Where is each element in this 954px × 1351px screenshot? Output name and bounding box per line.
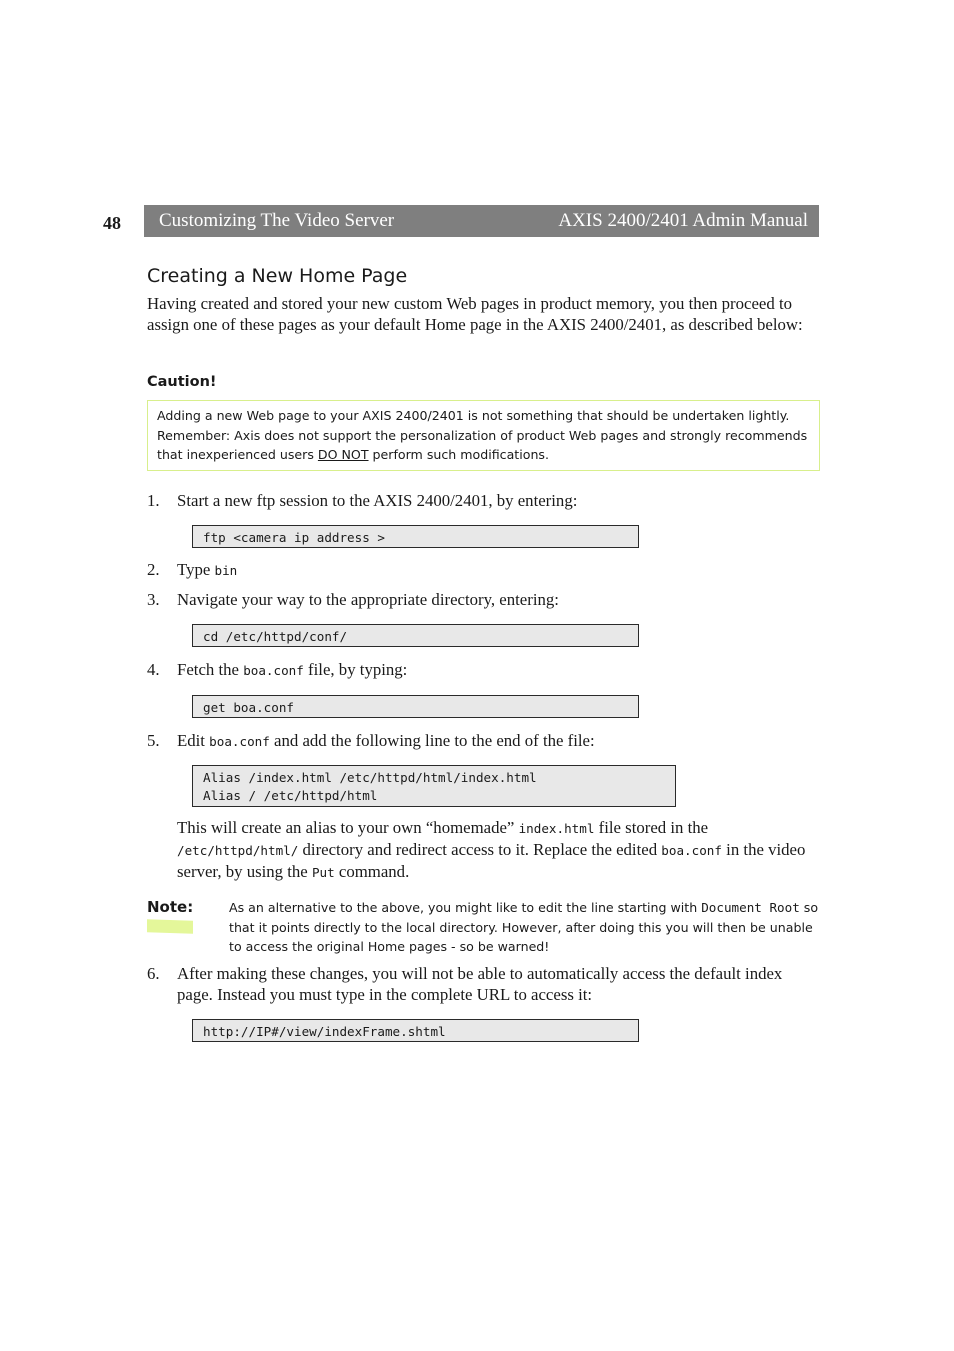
para-text: This will create an alias to your own “homemade” (177, 818, 519, 837)
step-text (177, 730, 595, 752)
inline-code: /etc/httpd/html/ (177, 843, 299, 858)
header-manual-title: AXIS 2400/2401 Admin Manual (558, 210, 808, 231)
para-text: in the video server, by using the (177, 840, 806, 881)
step-text-part: file, by typing: (303, 660, 408, 679)
para-text: directory and redirect access to it. Replace the edited (298, 840, 662, 859)
inline-code: index.html (518, 821, 595, 836)
note-text-part: so that it points directly to the local directory. However, after doing this you will then be unable to access the original Home pages - so be warned! (229, 900, 819, 954)
step-text-part: and add the following line to the end of the file: (269, 731, 595, 750)
step-text-part: Fetch the (177, 660, 244, 679)
inline-code: boa.conf (209, 734, 270, 749)
caution-box (147, 400, 820, 471)
step-text: Navigate your way to the appropriate directory, entering: (177, 590, 559, 609)
code-box-url: http://IP#/view/indexFrame.shtml (192, 1019, 639, 1042)
running-header (144, 205, 819, 237)
section-title: Creating a New Home Page (147, 265, 408, 287)
code-line: Alias /index.html /etc/httpd/html/index.html (203, 770, 537, 785)
step-text: Start a new ftp session to the AXIS 2400/2401, by entering: (177, 491, 578, 510)
note-text (229, 898, 819, 957)
step-number: 5. (147, 731, 160, 750)
step-text (177, 559, 237, 581)
para-text: command. (334, 862, 410, 881)
step-number: 4. (147, 660, 160, 679)
step-number: 2. (147, 560, 160, 579)
page-number: 48 (103, 213, 121, 233)
code-box-alias (192, 765, 676, 807)
caution-label: Caution! (147, 374, 217, 390)
inline-code: boa.conf (661, 843, 722, 858)
intro-paragraph: Having created and stored your new custom Web pages in product memory, you then proceed to assign one of these pages as your default Home page in the AXIS 2400/2401, as described below: (147, 294, 803, 334)
para-text: file stored in the (594, 818, 709, 837)
step-text: After making these changes, you will not be able to automatically access the default index page. Instead you must type in the complete URL to access it: (177, 964, 783, 1004)
step-number: 6. (147, 964, 160, 983)
step-number: 1. (147, 491, 160, 510)
code-box-ftp: ftp <camera ip address > (192, 525, 639, 548)
code-line: Alias / /etc/httpd/html (203, 788, 378, 803)
caution-text-before: Adding a new Web page to your AXIS 2400/2401 is not something that should be undertaken lightly. Remember: Axis does not support the personalization of product Web pages and strongly recommends that inexperienced users (157, 408, 808, 462)
note-text-part: As an alternative to the above, you might like to edit the line starting with (229, 900, 702, 915)
inline-code: bin (214, 563, 238, 578)
inline-code: boa.conf (243, 663, 304, 678)
alias-paragraph (177, 817, 827, 883)
header-section-title: Customizing The Video Server (159, 210, 395, 231)
caution-underlined: DO NOT (317, 447, 369, 462)
step-text-part: Edit (177, 731, 210, 750)
inline-code: Put (311, 865, 335, 880)
note-highlight-mark (147, 919, 193, 934)
code-box-cd: cd /etc/httpd/conf/ (192, 624, 639, 647)
code-box-get: get boa.conf (192, 695, 639, 718)
step-text-part: Type (177, 560, 215, 579)
note-label: Note: (147, 898, 194, 916)
step-text (177, 659, 407, 681)
step-number: 3. (147, 590, 160, 609)
inline-code: Document Root (701, 900, 800, 915)
caution-text-after: perform such modifications. (368, 447, 550, 462)
